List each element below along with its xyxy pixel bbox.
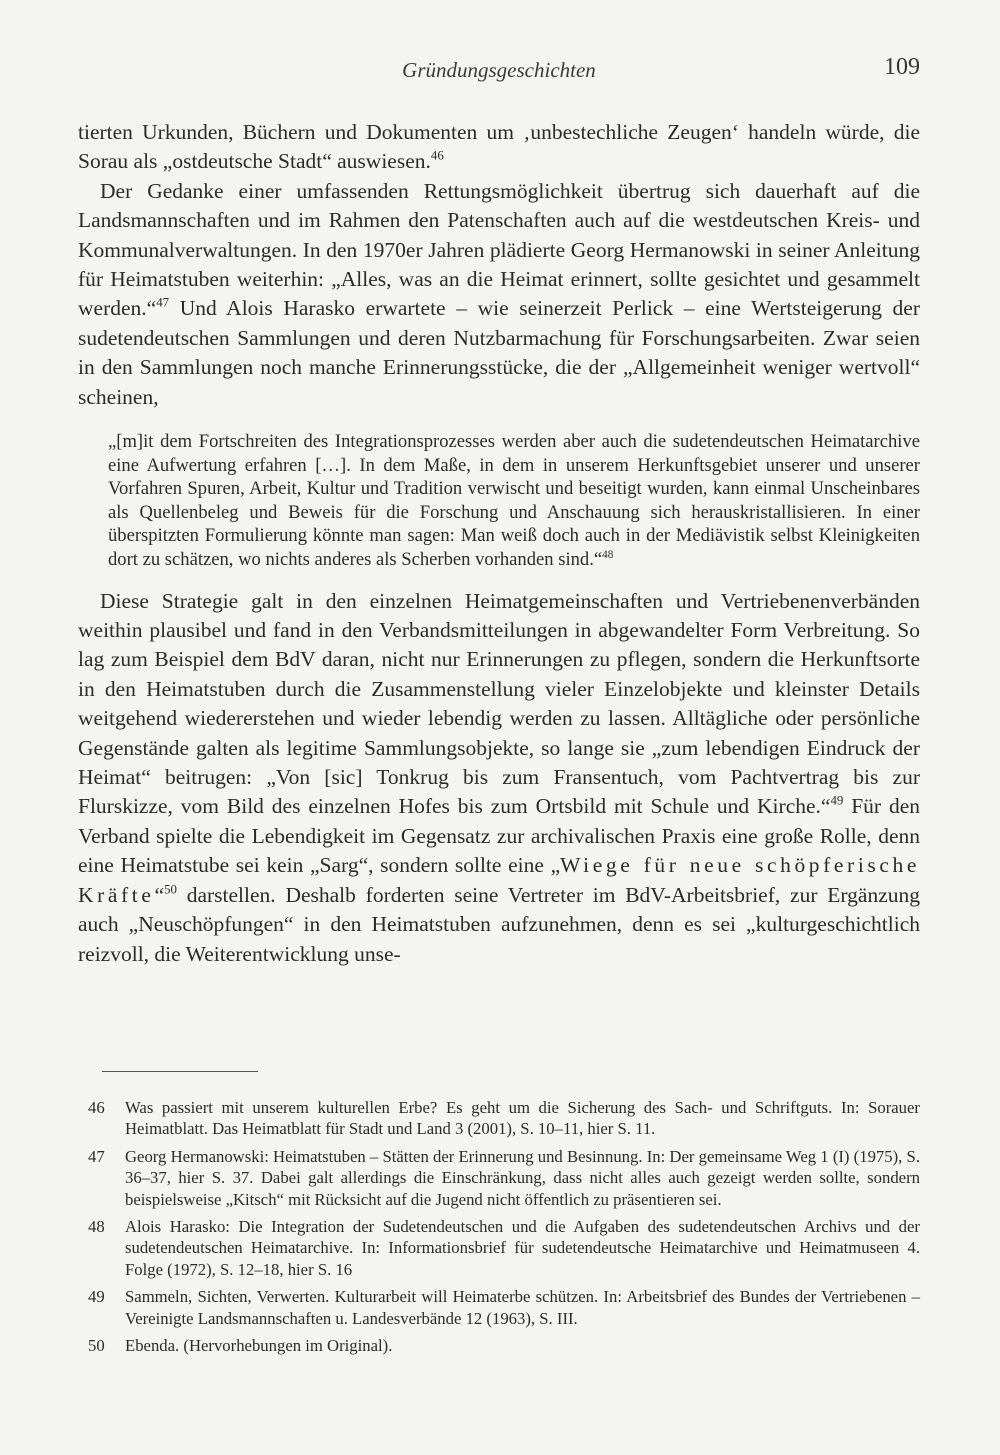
footnote-49 bbox=[88, 1286, 920, 1329]
emphasized-quote: Wiege für neue schöpferische Kräfte bbox=[78, 853, 920, 907]
footnote-50 bbox=[88, 1335, 920, 1356]
body-text bbox=[78, 118, 920, 969]
footnote-ref-50[interactable]: 50 bbox=[164, 882, 177, 897]
paragraph-3-text-c: darstellen. Deshalb forderten seine Vertreter im BdV-Arbeitsbrief, zur Ergänzung auch „Neuschöpfungen“ in den Heimatstuben aufzunehmen, denn es sei „kulturgeschichtlich reizvoll, die Weiterentwicklung unse- bbox=[78, 882, 920, 966]
block-quote bbox=[108, 430, 920, 572]
paragraph-2-text-a: Der Gedanke einer umfassenden Rettungsmöglichkeit übertrug sich dauerhaft auf die Landsmannschaften und im Rahmen den Patenschaften auch auf die westdeutschen Kreis- und Kommunalverwaltungen. In den 1970er Jahren plädierte Georg Hermanowski in seiner Anleitung für Heimatstuben weiterhin: „Alles, was an die Heimat erinnert, sollte gesichtet und gesammelt werden.“ bbox=[78, 178, 920, 321]
paragraph-2 bbox=[78, 177, 920, 412]
footnote-text: Alois Harasko: Die Integration der Sudetendeutschen und die Aufgaben des sudetendeutschen Archivs und der sudetendeutschen Heimatarchive. In: Informationsbrief für sudetendeutsche Heimatarchive und Heimatmuseen 4. Folge (1972), S. 12–18, hier S. 16 bbox=[125, 1217, 920, 1279]
footnote-number: 47 bbox=[88, 1146, 105, 1166]
footnotes bbox=[88, 1097, 920, 1362]
footnote-text: Sammeln, Sichten, Verwerten. Kulturarbeit will Heimaterbe schützen. In: Arbeitsbrief des Bundes der Vertriebenen – Vereinigte Landsmannschaften u. Landesverbände 12 (1963), S. III. bbox=[125, 1287, 920, 1328]
footnote-ref-47[interactable]: 47 bbox=[156, 296, 170, 311]
paragraph-1 bbox=[78, 118, 920, 177]
footnote-number: 48 bbox=[88, 1217, 105, 1237]
footnote-text: Georg Hermanowski: Heimatstuben – Stätten der Erinnerung und Besinnung. In: Der gemeinsame Weg 1 (I) (1975), S. 36–37, hier S. 37. Dabei galt allerdings die Einschränkung, dass nicht alles auch gezeigt werden sollte, sondern beispielsweise „Kitsch“ mit Rücksicht auf die Jugend nicht öffentlich zu präsentieren sei. bbox=[125, 1146, 920, 1209]
block-quote-text: „[m]it dem Fortschreiten des Integrationsprozesses werden aber auch die sudetendeutschen Heimatarchive eine Aufwertung erfahren […]. In dem Maße, in dem in unserem Herkunftsgebiet unserer und unserer Vorfahren Spuren, Arbeit, Kultur und Tradition verwischt und beseitigt wurden, kann einmal Unscheinbares als Quellenbeleg und Beweis für die Forschung und Anschauung sich herauskristallisieren. In einer überspitzten Formulierung könnte man sagen: Man weiß doch auch in der Mediävistik selbst Kleinigkeiten dort zu schätzen, wo nichts anderes als Scherben vorhanden sind.“ bbox=[108, 431, 920, 571]
footnote-text: Ebenda. (Hervorhebungen im Original). bbox=[125, 1336, 393, 1356]
footnote-ref-49[interactable]: 49 bbox=[830, 794, 844, 809]
paragraph-3-text-a: Diese Strategie galt in den einzelnen Heimatgemeinschaften und Vertriebenenverbänden weithin plausibel und fand in den Verbandsmitteilungen in abgewandelter Form Verbreitung. So lag zum Beispiel dem BdV daran, nicht nur Erinnerungen zu pflegen, sondern die Herkunftsorte in den Heimatstuben durch die Zusammenstellung vieler Einzelobjekte und kleinster Details weitgehend wiedererstehen und wieder lebendig werden zu lassen. Alltägliche oder persönliche Gegenstände galten als legitime Sammlungsobjekte, so lange sie „zum lebendigen Eindruck der Heimat“ beitrugen: „Von [sic] Tonkrug bis zum Fransentuch, vom Pachtvertrag bis zur Flurskizze, vom Bild des einzelnen Hofes bis zum Ortsbild mit Schule und Kirche.“ bbox=[78, 588, 920, 819]
footnote-text: Was passiert mit unserem kulturellen Erbe? Es geht um die Sicherung des Sach- und Schriftguts. In: Sorauer Heimatblatt. Das Heimatblatt für Stadt und Land 3 (2001), S. 10–11, hier S. 11. bbox=[125, 1098, 920, 1139]
footnote-number: 50 bbox=[88, 1336, 105, 1356]
page-number: 109 bbox=[884, 54, 920, 80]
paragraph-3 bbox=[78, 587, 920, 969]
footnote-number: 46 bbox=[88, 1098, 105, 1117]
footnote-ref-48[interactable]: 48 bbox=[602, 548, 614, 561]
footnote-46 bbox=[88, 1097, 920, 1140]
paragraph-3-text-b: Für den Verband spielte die Lebendigkeit im Gegensatz zur archivalischen Praxis eine große Rolle, denn eine Heimatstube sei kein „Sarg“, sondern sollte eine „ bbox=[78, 794, 920, 878]
footnote-divider bbox=[102, 1071, 258, 1072]
paragraph-1-text: tierten Urkunden, Büchern und Dokumenten um ‚unbestechliche Zeugen‘ handeln würde, die Sorau als „ostdeutsche Stadt“ auswiesen. bbox=[78, 120, 920, 174]
running-title: Gründungsgeschichten bbox=[402, 58, 596, 82]
closing-quote-mark: “ bbox=[154, 882, 165, 907]
footnote-ref-46[interactable]: 46 bbox=[430, 149, 444, 164]
footnote-47 bbox=[88, 1146, 920, 1210]
running-header bbox=[78, 52, 920, 86]
footnote-number: 49 bbox=[88, 1287, 105, 1307]
footnote-48 bbox=[88, 1216, 920, 1280]
paragraph-2-text-b: Und Alois Harasko erwartete – wie seinerzeit Perlick – eine Wertsteigerung der sudetendeutschen Sammlungen und deren Nutzbarmachung für Forschungsarbeiten. Zwar seien in den Sammlungen noch manche Erinnerungsstücke, die der „Allgemeinheit weniger wertvoll“ scheinen, bbox=[78, 296, 920, 409]
